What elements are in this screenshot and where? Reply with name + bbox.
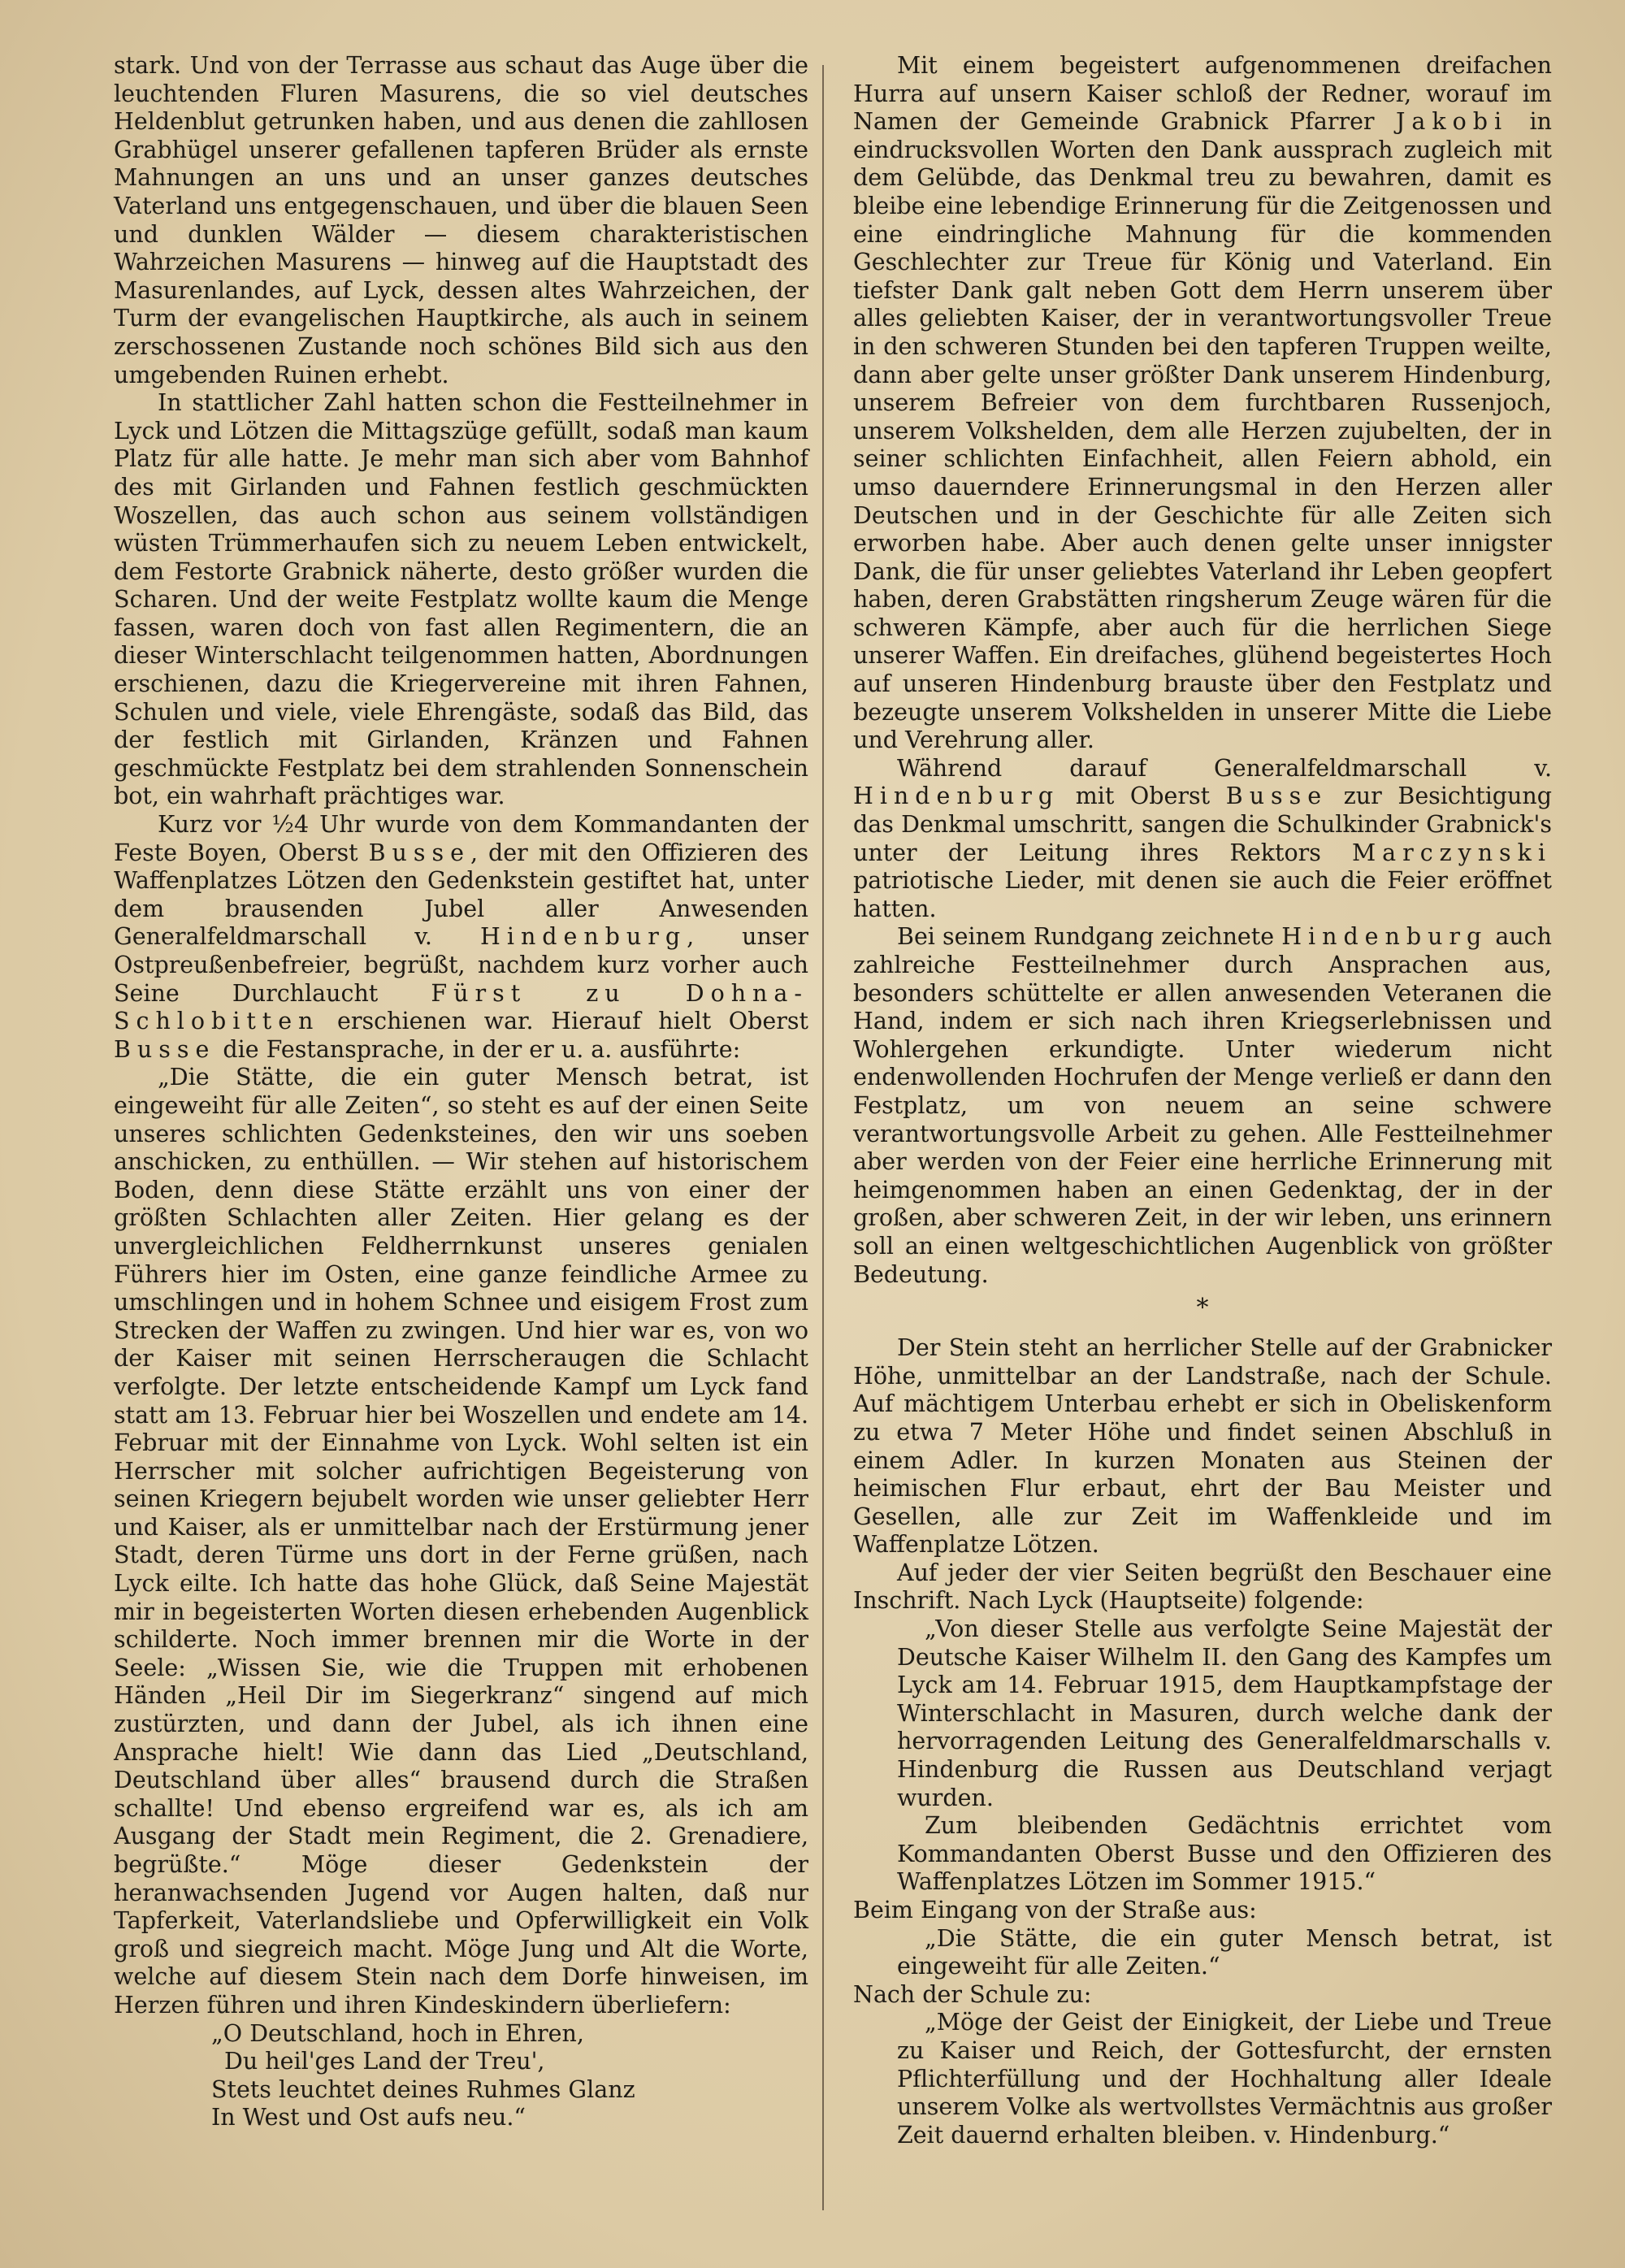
right-column <box>853 52 1552 2149</box>
inscription-quote: Zum bleibenden Gedächtnis errichtet vom Kommandanten Oberst Busse und den Offizieren des Waffenplatzes Lötzen im Sommer 1915.“ <box>897 1812 1552 1896</box>
paragraph: Der Stein steht an herrlicher Stelle auf der Grabnicker Höhe, unmittelbar an der Landstraße, nach der Schule. Auf mächtigem Unterbau erhebt er sich in Obeliskenform zu etwa 7 Meter Höhe und findet seinen Abschluß in einem Adler. In kurzen Monaten aus Steinen der heimischen Flur erbaut, ehrt der Bau Meister und Gesellen, alle zur Zeit im Waffenkleide und im Waffenplatze Lötzen. <box>853 1334 1552 1559</box>
speech-paragraph: „Die Stätte, die ein guter Mensch betrat, ist eingeweiht für alle Zeiten“, so steht es auf der einen Seite unseres schlichten Gedenksteines, den wir uns soeben anschicken, zu enthüllen. — Wir stehen auf historischem Boden, denn diese Stätte erzählt uns von einer der größten Schlachten aller Zeiten. Hier gelang es der unvergleichlichen Feldherrnkunst unseres genialen Führers hier im Osten, eine ganze feindliche Armee zu umschlingen und in hohem Schnee und eisigem Frost zum Strecken der Waffen zu zwingen. Und hier war es, von wo der Kaiser mit seinen Herrscheraugen die Schlacht verfolgte. Der letzte entscheidende Kampf um Lyck fand statt am 13. Februar hier bei Woszellen und endete am 14. Februar mit der Einnahme von Lyck. Wohl selten ist ein Herrscher mit solcher aufrichtigen Begeisterung von seinen Kriegern bejubelt worden wie unser geliebter Herr und Kaiser, als er unmittelbar nach der Erstürmung jener Stadt, deren Türme uns dort in der Ferne grüßen, nach Lyck eilte. Ich hatte das hohe Glück, daß Seine Majestät mir in begeisterten Worten diesen erhebenden Augenblick schilderte. Noch immer brennen mir die Worte in der Seele: „Wissen Sie, wie die Truppen mit erhobenen Händen „Heil Dir im Siegerkranz“ singend auf mich zustürzten, und dann der Jubel, als ich ihnen eine Ansprache hielt! Wie dann das Lied „Deutschland, Deutschland über alles“ brausend durch die Straßen schallte! Und ebenso ergreifend war es, als ich am Ausgang der Stadt mein Regiment, die 2. Grenadiere, begrüßte.“ Möge dieser Gedenkstein der heranwachsenden Jugend vor Augen halten, daß nur Tapferkeit, Vaterlandsliebe und Opferwilligkeit ein Volk groß und siegreich macht. Möge Jung und Alt die Worte, welche auf diesem Stein nach dem Dorfe hinweisen, im Herzen führen und ihren Kindeskindern überliefern: <box>114 1064 808 2019</box>
paragraph: Bei seinem Rundgang zeichnete Hindenburg auch zahlreiche Festteilnehmer durch Ansprachen aus, besonders schüttelte er allen anwesenden Veteranen die Hand, indem er sich nach ihren Kriegserlebnissen und Wohlergehen erkundigte. Unter wiederum nicht endenwollenden Hochrufen der Menge verließ er dann den Festplatz, um von neuem an seine schwere verantwortungsvolle Arbeit zu gehen. Alle Festteilnehmer aber werden von der Feier eine herrliche Erinnerung mit heimgenommen haben an einen Gedenktag, der in der großen, aber schweren Zeit, in der wir leben, uns erinnern soll an einen weltgeschichtlichen Augenblick von größter Bedeutung. <box>853 923 1552 1288</box>
paragraph: Während darauf Generalfeldmarschall v. Hindenburg mit Oberst Busse zur Besichtigung das Denkmal umschritt, sangen die Schulkinder Grabnick's unter der Leitung ihres Rektors Marczynski patriotische Lieder, mit denen sie auch die Feier eröffnet hatten. <box>853 754 1553 922</box>
inscription-quote: „Von dieser Stelle aus verfolgte Seine Majestät der Deutsche Kaiser Wilhelm II. den Gang des Kampfes um Lyck am 14. Februar 1915, dem Hauptkampfstage der Winterschlacht in Masuren, durch welche dank der hervorragenden Leitung des Generalfeldmarschalls v. Hindenburg die Russen aus Deutschland verjagt wurden. <box>897 1615 1552 1811</box>
name-spaced: Fürst zu Dohna-Schlobitten <box>114 979 808 1035</box>
name-spaced: Busse <box>114 1035 216 1063</box>
paragraph: Auf jeder der vier Seiten begrüßt den Beschauer eine Inschrift. Nach Lyck (Hauptseite) folgende: <box>853 1559 1552 1615</box>
verse-line: Stets leuchtet deines Ruhmes Glanz <box>211 2075 635 2103</box>
inscription-quote: „Die Stätte, die ein guter Mensch betrat, ist eingeweiht für alle Zeiten.“ <box>897 1924 1552 1980</box>
name-spaced: Busse <box>1225 783 1328 810</box>
name-spaced: Hindenburg <box>480 923 687 951</box>
column-divider <box>822 65 824 2210</box>
name-spaced: Hindenburg <box>1281 923 1488 951</box>
name-spaced: Marczynski <box>1351 839 1552 866</box>
paragraph: In stattlicher Zahl hatten schon die Festteilnehmer in Lyck und Lötzen die Mittagszüge gefüllt, sodaß man kaum Platz für alle hatte. Je mehr man sich aber vom Bahnhof des mit Girlanden und Fahnen festlich geschmückten Woszellen, das auch schon aus seinem vollständigen wüsten Trümmerhaufen sich zu neuem Leben entwickelt, dem Festorte Grabnick näherte, desto größer wurden die Scharen. Und der weite Festplatz wollte kaum die Menge fassen, waren doch von fast allen Regimentern, die an dieser Winterschlacht teilgenommen hatten, Abordnungen erschienen, dazu die Kriegervereine mit ihren Fahnen, Schulen und viele, viele Ehrengäste, sodaß das Bild, das der festlich mit Girlanden, Kränzen und Fahnen geschmückte Festplatz bei dem strahlenden Sonnenschein bot, ein wahrhaft prächtiges war. <box>114 389 808 810</box>
paragraph: Kurz vor ½4 Uhr wurde von dem Kommandanten der Feste Boyen, Oberst Busse, der mit den Offizieren des Waffenplatzes Lötzen den Gedenkstein gestiftet hat, unter dem brausenden Jubel aller Anwesenden Generalfeldmarschall v. Hindenburg, unser Ostpreußenbefreier, begrüßt, nachdem kurz vorher auch Seine Durchlaucht Fürst zu Dohna-Schlobitten erschienen war. Hierauf hielt Oberst Busse die Festansprache, in der er u. a. ausführte: <box>114 811 808 1063</box>
verse-line: In West und Ost aufs neu.“ <box>211 2104 526 2131</box>
name-spaced: Hindenburg <box>853 783 1060 810</box>
left-column <box>114 52 808 2132</box>
paragraph: Mit einem begeistert aufgenommenen dreifachen Hurra auf unsern Kaiser schloß der Redner, worauf im Namen der Gemeinde Grabnick Pfarrer Jakobi in eindrucksvollen Worten den Dank aussprach zugleich mit dem Gelübde, das Denkmal treu zu bewahren, damit es bleibe eine lebendige Erinnerung für die Zeitgenossen und eine eindringliche Mahnung für die kommenden Geschlechter zur Treue für König und Vaterland. Ein tiefster Dank galt neben Gott dem Herrn unserem über alles geliebten Kaiser, der in verantwortungsvoller Treue in den schweren Stunden bei den tapferen Truppen weilte, dann aber gelte unser größter Dank unserem Hindenburg, unserem Befreier von dem furchtbaren Russenjoch, unserem Volkshelden, dem alle Herzen zujubelten, der in seiner schlichten Einfachheit, allen Feiern abhold, ein umso dauerndere Erinnerungsmal in den Herzen aller Deutschen und in der Geschichte für alle Zeiten sich erworben habe. Aber auch denen gelte unser innigster Dank, die für unser geliebtes Vaterland ihr Leben geopfert haben, deren Grabstätten ringsherum Zeuge wären für die schweren Kämpfe, aber auch für die herrlichen Siege unserer Waffen. Ein dreifaches, glühend begeistertes Hoch auf unseren Hindenburg brauste über den Festplatz und bezeugte unserem Volkshelden in unserer Mitte die Liebe und Verehrung aller. <box>853 52 1553 754</box>
verse-line: „O Deutschland, hoch in Ehren, <box>211 2019 584 2047</box>
paragraph: Beim Eingang von der Straße aus: <box>853 1897 1257 1923</box>
verse-line: Du heil'ges Land der Treu', <box>224 2048 545 2075</box>
inscription-quote: „Möge der Geist der Einigkeit, der Liebe und Treue zu Kaiser und Reich, der Gottesfurcht, der ernsten Pflichterfüllung und der Hochhaltung aller Ideale unserem Volke als wertvollstes Vermächtnis aus großer Zeit dauernd erhalten bleiben. v. Hindenburg.“ <box>897 2009 1552 2149</box>
paragraph: Nach der Schule zu: <box>853 1980 1092 2008</box>
paragraph: stark. Und von der Terrasse aus schaut das Auge über die leuchtenden Fluren Masurens, die so viel deutsches Heldenblut getrunken haben, und aus denen die zahllosen Grabhügel unserer gefallenen tapferen Brüder als ernste Mahnungen an uns und an unser ganzes deutsches Vaterland uns entgegenschauen, und über die blauen Seen und dunklen Wälder — diesem charakteristischen Wahrzeichen Masurens — hinweg auf die Hauptstadt des Masurenlandes, auf Lyck, dessen altes Wahrzeichen, der Turm der evangelischen Hauptkirche, als auch in seinem zerschossenen Zustande noch schönes Bild sich aus den umgebenden Ruinen erhebt. <box>114 52 808 388</box>
verse <box>211 2020 808 2132</box>
name-spaced: Busse <box>368 839 470 866</box>
section-separator: * <box>1196 1294 1209 1323</box>
name-spaced: Jakobi <box>1396 108 1509 136</box>
